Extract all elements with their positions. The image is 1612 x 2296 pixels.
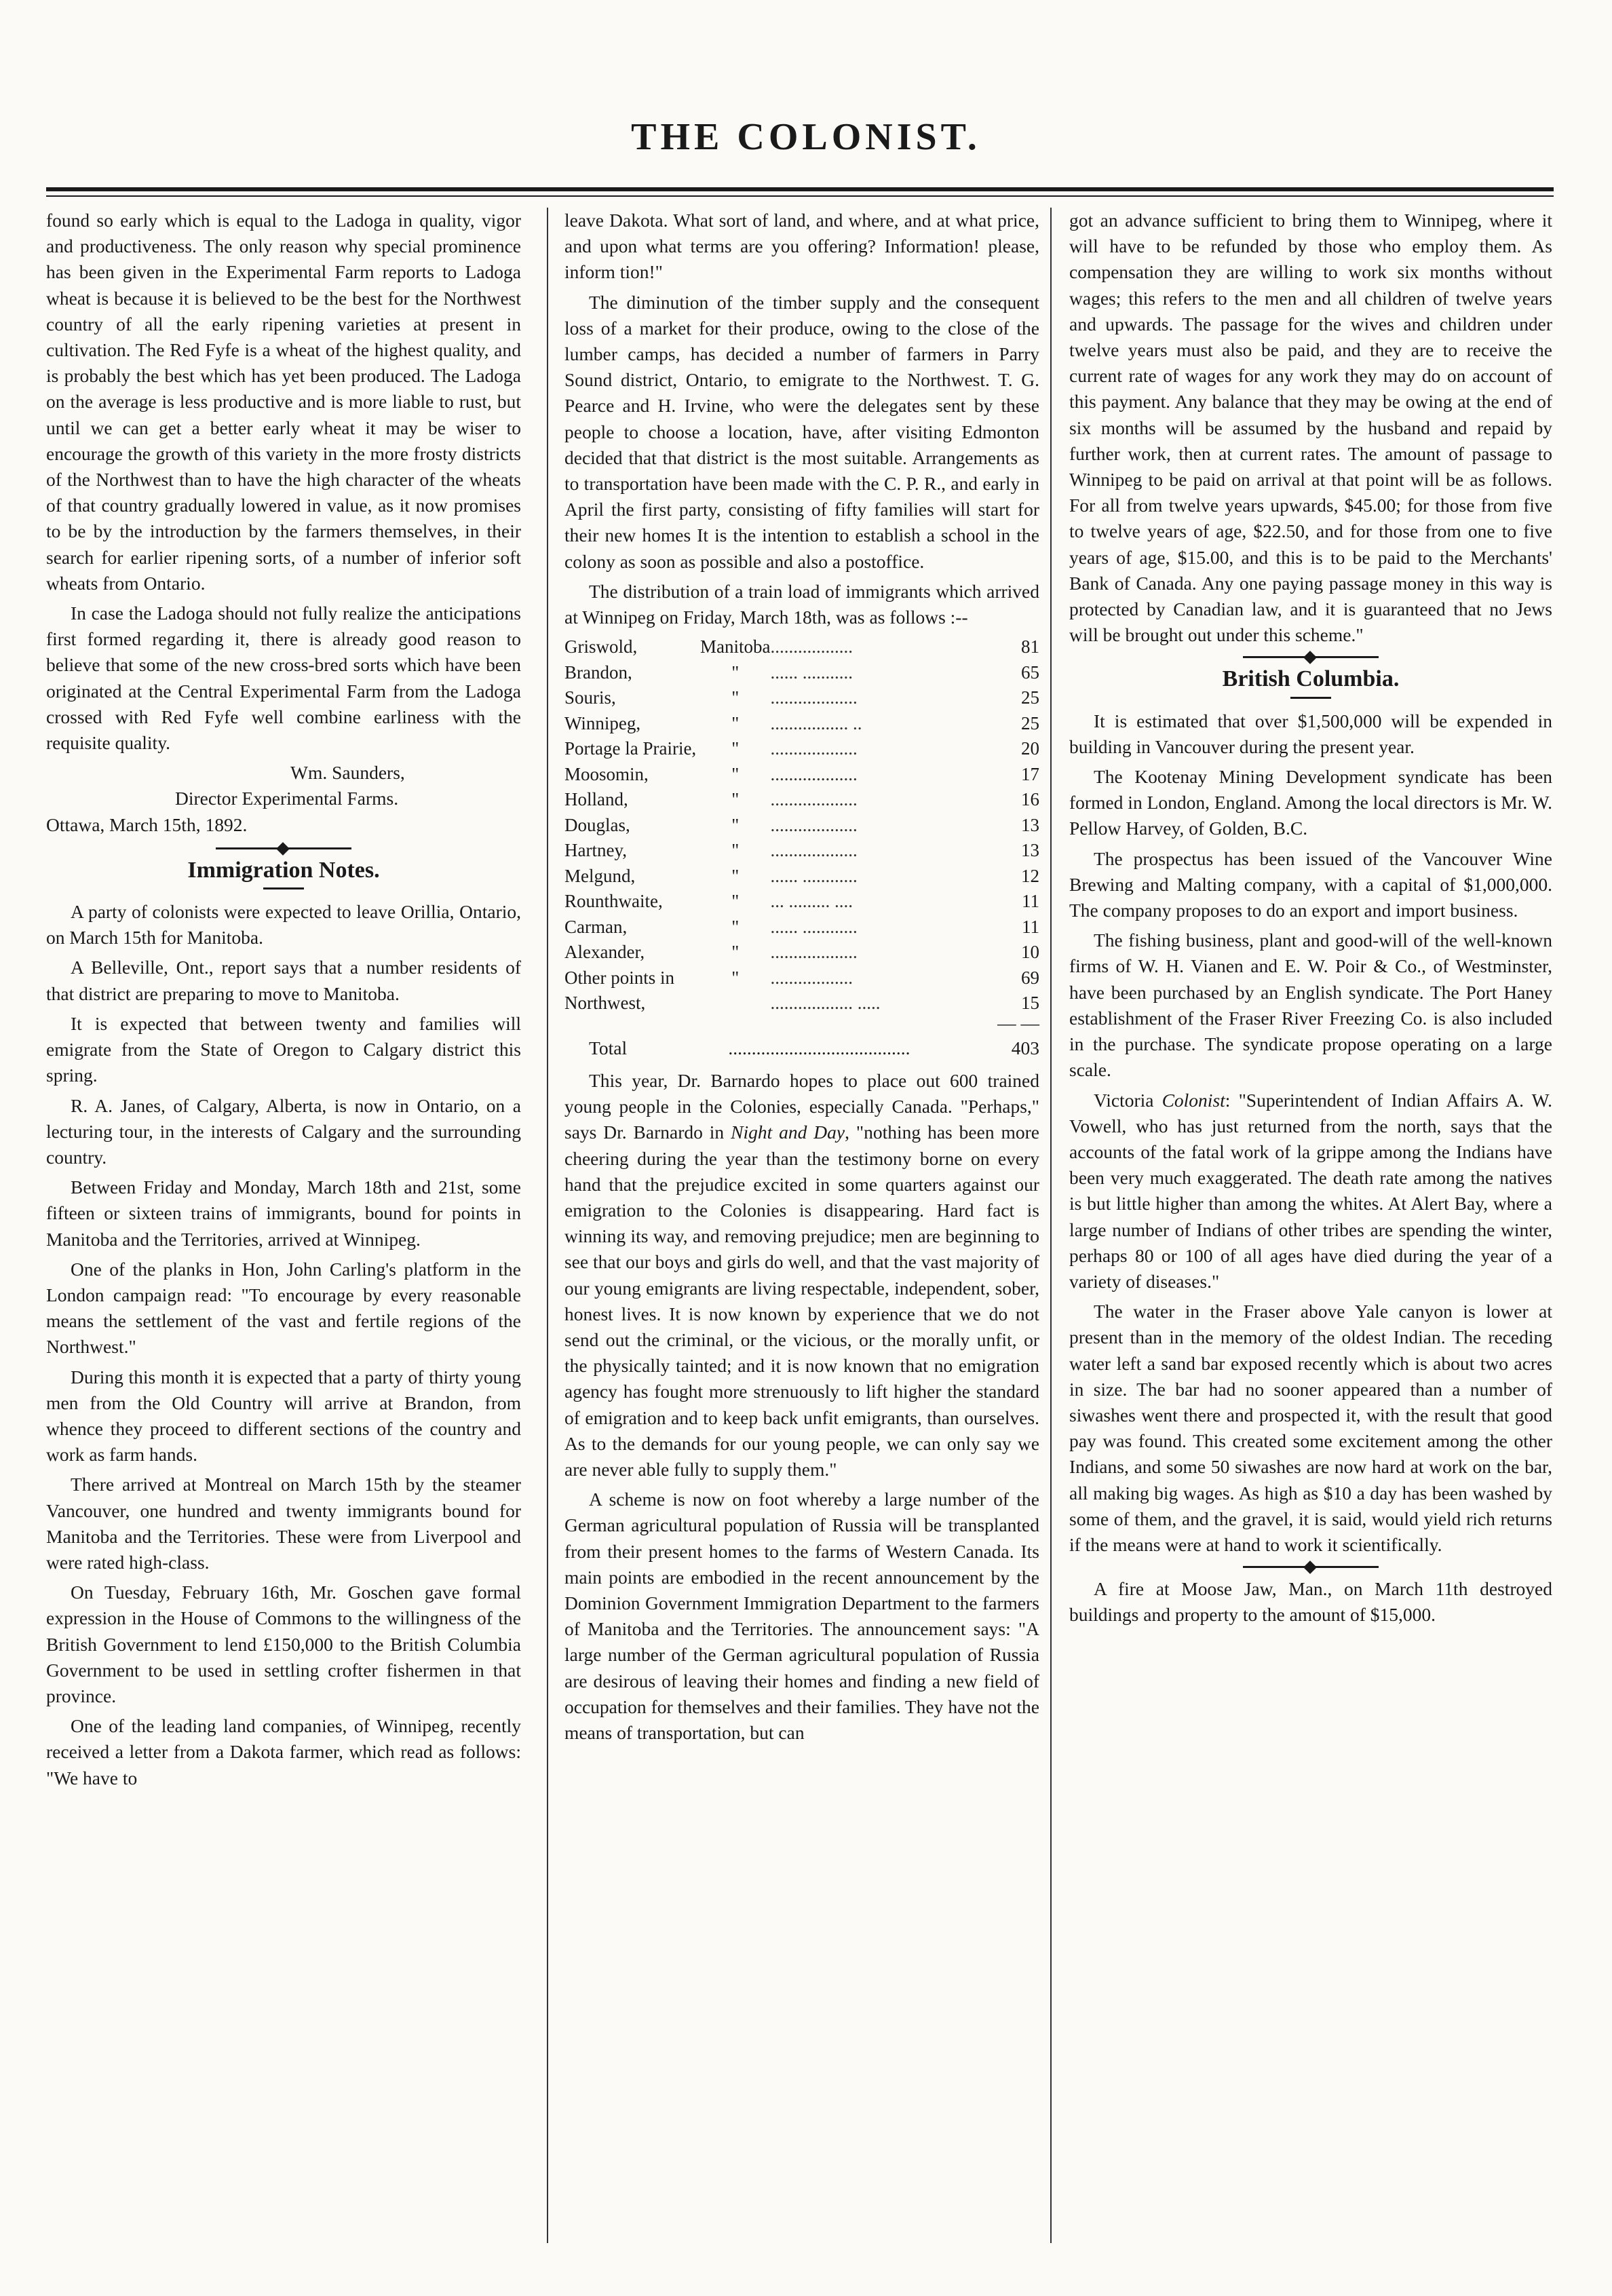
tally-count: 11 [1022, 891, 1039, 912]
tally-place: Rounthwaite, [564, 891, 663, 912]
text-run: Victoria [1094, 1089, 1162, 1111]
tally-count: 25 [1021, 687, 1039, 708]
article-paragraph: In case the Ladoga should not fully realize the anticipations first formed regarding it, there is already good reason to believe that some of the new cross-bred sorts which have been originated at the Central Experimental Farm from the Ladoga crossed with Red Fyfe well combine earliness with the requisite quality. [46, 602, 521, 754]
tally-row [564, 991, 1039, 1016]
tally-count: 11 [1022, 916, 1039, 937]
total-value: 403 [1011, 1037, 1039, 1058]
note-paragraph: The water in the Fraser above Yale canyon is lower at present than in the memory of the oldest Indian. The receding water left a sand bar exposed recently which is about two acres in size. The bar had no sooner appeared than a number of siwashes went there and prospected it, with the result that good pay was found. This created some excitement among the other Indians, and some 50 siwashes are now hard at work on the bar, all making big wages. As high as $10 a day has been washed by some of them, and the gravel, it is said, would yield rich returns if the means were at hand to work it scientifically. [1069, 1301, 1552, 1555]
tally-row [564, 634, 1039, 660]
signature-date: Ottawa, March 15th, 1892. [46, 814, 248, 835]
tally-count: 69 [1021, 967, 1039, 988]
tally-dots: .................. [770, 636, 853, 657]
tally-dots: ................... [770, 942, 858, 963]
note-paragraph: It is expected that between twenty and families will emigrate from the State of Oregon to Calgary district this spring. [46, 1012, 521, 1086]
text-run: , "nothing has been more cheering during the year than the testimony borne on every hand that the prejudice excited in some quarters against our emigration to the Colonies is disappearing. Hard fact is winning its way, and removing prejudice; men are beginning to see that our boys and girls do well, and that the vast majority of our young emigrants are living respectable, independent, sober, honest lives. It is now known by experience that we do not send out the criminal, or the vicious, or the morally unfit, or the physically tainted; and it is now known that no emigration agency has fought more strenuously to lift higher the standard of emigration and to keep back unfit emigrants, than ourselves. As to the demands for our young people, we can only say we are never able fully to supply them." [564, 1122, 1039, 1480]
tally-place: Holland, [564, 789, 628, 810]
note-paragraph [1069, 1088, 1552, 1295]
tally-row [564, 736, 1039, 762]
tally-place: Moosomin, [564, 763, 649, 784]
tally-ditto: " [731, 738, 740, 759]
note-paragraph: On Tuesday, February 16th, Mr. Goschen gave formal expression in the House of Commons to the willingness of the British Government to lend £150,000 to the British Columbia Government to be used in settling crofter fishermen in that province. [46, 1582, 521, 1706]
section-heading-immigration: Immigration Notes. [187, 857, 380, 883]
tally-row [564, 660, 1039, 686]
note-paragraph: The prospectus has been issued of the Vancouver Wine Brewing and Malting company, with a capital of $1,000,000. The company proposes to do an export and import business. [1069, 847, 1552, 921]
section-divider [1243, 1566, 1379, 1568]
tally-place: Other points in [564, 967, 674, 988]
tally-ditto: " [731, 942, 740, 963]
tally-row [564, 711, 1039, 737]
heading-rule [1290, 697, 1331, 699]
tally-dots: ...... ............ [770, 916, 858, 937]
column-3 [1069, 208, 1552, 1632]
masthead-title: THE COLONIST. [631, 116, 981, 158]
note-paragraph: The fishing business, plant and good-will of the well-known firms of W. H. Vianen and E. W. Poir & Co., of Westminster, have been purchased by an English syndicate. The Port Haney establishment of the Fraser River Freezing Co. is also included in the purchase. The syndicate propose operating on a large scale. [1069, 930, 1552, 1081]
article-paragraph: found so early which is equal to the Ladoga in quality, vigor and productiveness. The only reason why special prominence has been given in the Experimental Farm reports to Ladoga wheat is because it is believed to be the best for the Northwest country of all the early ripening varieties at present in cultivation. The Red Fyfe is a wheat of the highest quality, and is probably the best which has yet been produced. The Ladoga on the average is less productive and is more liable to rust, but until we can get a better early wheat it may be wiser to encourage the growth of this variety in the more frosty districts of the Northwest than to have the high character of the wheats of that country gradually lowered in value, as it now promises to be by the introduction by the farmers themselves, in their search for earlier ripening sorts, of a number of inferior soft wheats from Ontario. [46, 210, 521, 594]
tally-count: 17 [1021, 763, 1039, 784]
note-paragraph: Between Friday and Monday, March 18th and 21st, some fifteen or sixteen trains of immigrants, bound for points in Manitoba and the Territories, arrived at Winnipeg. [46, 1176, 521, 1250]
text-run: : "Superintendent of Indian Affairs A. W. Vowell, who has just returned from the north, says that the accounts of the fatal work of la grippe among the Indians have been very much exaggerated. The death rate among the natives is but little higher than among the whites. At Alert Bay, where a large number of Indians of other tribes are spending the winter, perhaps 80 or 100 of all ages have died during the year of a variety of diseases." [1069, 1089, 1552, 1292]
tally-row [564, 762, 1039, 788]
article-paragraph: The diminution of the timber supply and the consequent loss of a market for their produce, owing to the close of the lumber camps, has decided a number of farmers in Parry Sound district, Ontario, to emigrate to the Northwest. T. G. Pearce and H. Irvine, who were the delegates sent by these people to choose a location, have, after visiting Edmonton decided that that district is the most suitable. Arrangements as to transportation have been made with the C. P. R., and early in April the first party, consisting of fifty families will start for their new homes It is the intention to establish a school in the colony as soon as possible and also a postoffice. [564, 291, 1039, 572]
tally-place: Souris, [564, 687, 616, 708]
tally-count: 65 [1021, 662, 1039, 683]
tally-dots: .................. [770, 967, 853, 988]
tally-place: Winnipeg, [564, 712, 641, 733]
tally-ditto: " [731, 891, 740, 912]
signature-title: Director Experimental Farms. [175, 788, 399, 809]
note-paragraph: A fire at Moose Jaw, Man., on March 11th destroyed buildings and property to the amount of $15,000. [1069, 1578, 1552, 1626]
note-paragraph: A party of colonists were expected to leave Orillia, Ontario, on March 15th for Manitoba. [46, 901, 521, 949]
tally-ditto [700, 991, 770, 1016]
section-heading-british-columbia: British Columbia. [1222, 666, 1400, 692]
tally-ditto: " [731, 662, 740, 683]
publication-title: Night and Day [731, 1122, 845, 1143]
tally-dots: .................. ..... [770, 993, 881, 1014]
tally-row [564, 889, 1039, 915]
note-paragraph: During this month it is expected that a party of thirty young men from the Old Country will arrive at Brandon, from whence they proceed to different sections of the country and work as farm hands. [46, 1366, 521, 1466]
tally-place: Griswold, [564, 636, 638, 657]
article-paragraph: leave Dakota. What sort of land, and where, and at what price, and upon what terms are you offering? Information! please, inform tion!" [564, 210, 1039, 283]
signature-name: Wm. Saunders, [290, 762, 405, 784]
tally-count: 20 [1021, 738, 1039, 759]
tally-dots: ................... [770, 814, 858, 835]
tally-ditto: Manitoba [700, 636, 771, 657]
tally-row [564, 813, 1039, 839]
tally-ditto: " [731, 967, 740, 988]
tally-place: Melgund, [564, 865, 636, 886]
tally-dots: ...... ............ [770, 865, 858, 886]
tally-count: 13 [1021, 840, 1039, 861]
tally-row [564, 965, 1039, 991]
section-divider [1243, 656, 1379, 658]
column-1 [46, 208, 521, 1795]
total-dots: ....................................... [728, 1037, 910, 1058]
article-paragraph: A scheme is now on foot whereby a large number of the German agricultural population of Russia will be transplanted from their present homes to the farms of Western Canada. Its main points are embodied in the recent announcement by the Dominion Government Immigration Department to the farmers of Manitoba and the Territories. The announcement says: "A large number of the German agricultural population of Russia are desirous of leaving their homes and finding a new field of occupation for themselves and their families. They have not the means of transportation, but can [564, 1489, 1039, 1744]
immigrant-distribution-table [564, 634, 1039, 1016]
masthead-rule [46, 187, 1554, 191]
note-paragraph: There arrived at Montreal on March 15th by the steamer Vancouver, one hundred and twenty immigrants bound for Manitoba and the Territories. These were from Liverpool and were rated high-class. [46, 1474, 521, 1573]
tally-dots: ...... ........... [770, 662, 853, 683]
heading-rule [263, 887, 304, 889]
text-run: This year, Dr. Barnardo hopes to place out 600 trained young people in the Colonies, especially Canada. "Perhaps," says Dr. Barnardo in [564, 1069, 1039, 1143]
tally-count: 12 [1021, 865, 1039, 886]
publication-title: Colonist [1162, 1089, 1225, 1111]
tally-dots: ................... [770, 738, 858, 759]
tally-row [564, 787, 1039, 813]
article-paragraph: got an advance sufficient to bring them to Winnipeg, where it will have to be refunded by those who employ them. As compensation they are willing to work six months without wages; this refers to the men and all children of twelve years and upwards. The passage for the wives and children under twelve years must also be paid, and they are to receive the current rate of wages for any work they may do on account of this payment. Any balance that they may be owing at the end of six months will be assumed by the husband and repaid by further work, then at current rates. The amount of passage to Winnipeg to be paid on arrival at that point will be as follows. For all from twelve years upwards, $45.00; for those from five to twelve years of age, $22.50, and for those from one to five years of age, $15.00, and this is to be paid to the Merchants' Bank of Canada. Any one paying passage money in this way is protected by Canadian law, and it is guaranteed that no Jews will be brought out under this scheme." [1069, 210, 1552, 646]
tally-ditto: " [731, 865, 740, 886]
tally-row [564, 685, 1039, 711]
tally-ditto: " [731, 840, 740, 861]
tally-ditto: " [731, 916, 740, 937]
tally-row [564, 838, 1039, 864]
tally-place: Alexander, [564, 942, 645, 963]
tally-place: Portage la Prairie, [564, 738, 697, 759]
tally-ditto: " [731, 814, 740, 835]
column-rule-1 [547, 208, 548, 2243]
tally-place: Hartney, [564, 840, 627, 861]
note-paragraph: It is estimated that over $1,500,000 will be expended in building in Vancouver during the present year. [1069, 710, 1552, 757]
total-row [564, 1035, 1039, 1061]
note-paragraph: One of the leading land companies, of Winnipeg, recently received a letter from a Dakota farmer, which read as follows: "We have to [46, 1715, 521, 1788]
note-paragraph: The Kootenay Mining Development syndicate has been formed in London, England. Among the local directors is Mr. W. Pellow Harvey, of Golden, B.C. [1069, 766, 1552, 839]
tally-dots: ................... [770, 687, 858, 708]
tally-ditto: " [731, 789, 740, 810]
note-paragraph: A Belleville, Ont., report says that a number residents of that district are preparing to move to Manitoba. [46, 957, 521, 1004]
total-rule: — — [997, 1012, 1039, 1033]
article-paragraph [564, 1068, 1039, 1482]
tally-ditto: " [731, 712, 740, 733]
tally-row [564, 940, 1039, 965]
tally-place: Carman, [564, 916, 628, 937]
tally-ditto: " [731, 763, 740, 784]
tally-place: Brandon, [564, 662, 632, 683]
tally-count: 13 [1021, 814, 1039, 835]
tally-dots: ................... [770, 763, 858, 784]
section-divider [216, 847, 351, 849]
tally-dots: ... ......... .... [770, 891, 853, 912]
tally-count: 25 [1021, 712, 1039, 733]
column-2 [564, 208, 1039, 1750]
tally-count: 81 [1021, 636, 1039, 657]
article-paragraph: The distribution of a train load of immigrants which arrived at Winnipeg on Friday, March 18th, was as follows :-- [564, 580, 1039, 628]
tally-count: 10 [1021, 942, 1039, 963]
tally-place: Douglas, [564, 814, 630, 835]
tally-row [564, 915, 1039, 940]
tally-place: Northwest, [564, 993, 646, 1014]
note-paragraph: One of the planks in Hon, John Carling's platform in the London campaign read: "To encourage by every reasonable means the settlement of the vast and fertile regions of the Northwest." [46, 1258, 521, 1358]
tally-dots: ................. .. [770, 712, 862, 733]
tally-dots: ................... [770, 789, 858, 810]
tally-ditto: " [731, 687, 740, 708]
tally-count: 15 [1021, 993, 1039, 1014]
column-rule-2 [1050, 208, 1052, 2243]
total-label: Total [589, 1037, 628, 1058]
tally-row [564, 864, 1039, 889]
masthead-rule-thin [46, 195, 1554, 197]
tally-count: 16 [1021, 789, 1039, 810]
note-paragraph: R. A. Janes, of Calgary, Alberta, is now in Ontario, on a lecturing tour, in the interests of Calgary and the surrounding country. [46, 1094, 521, 1168]
tally-dots: ................... [770, 840, 858, 861]
